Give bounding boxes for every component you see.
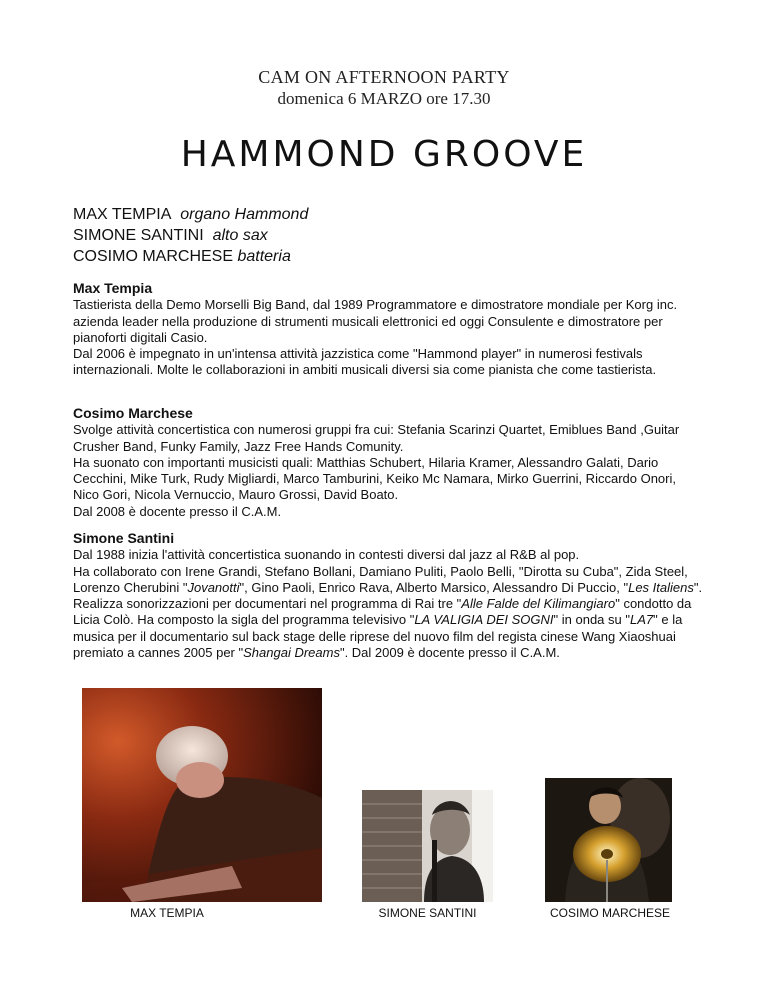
cosimo-marchese-image: [545, 778, 672, 902]
musician-name: SIMONE SANTINI: [73, 227, 204, 244]
bio-text-fragment: ", Gino Paoli, Enrico Rava, Alberto Marsico, Alessandro Di Puccio, ": [239, 579, 629, 595]
musician-role: alto sax: [212, 227, 268, 244]
photo-simone-santini: [362, 790, 493, 902]
event-name: CAM ON AFTERNOON PARTY: [258, 67, 510, 87]
bio-text: Dal 2008 è docente presso il C.A.M.: [73, 503, 282, 519]
bio-italic: LA VALIGIA DEI SOGNI: [414, 612, 554, 628]
bio-italic: Alle Falde del Kilimangiaro: [461, 596, 616, 612]
bio-text-fragment: " condotto da Licia Colò. Ha composto la sigla del programma televisivo ": [73, 596, 692, 628]
bio-max-tempia: [73, 280, 703, 379]
event-header: [0, 66, 768, 110]
bio-text: Ha suonato con importanti musicisti quali: Matthias Schubert, Hilaria Kramer, Alessandro Galati, Dario Cecchini, Mike Turk, Rudy Migliardi, Marco Tamburini, Keiko Mc Namara, Mirko Guerrini, Riccardo Onori, Nico Gori, Nicola Vernuccio, Mauro Grossi, David Boato.: [73, 454, 676, 503]
caption-cosimo-marchese: COSIMO MARCHESE: [549, 906, 670, 920]
caption-max-tempia: MAX TEMPIA: [130, 906, 204, 920]
event-date: domenica 6 MARZO ore 17.30: [277, 89, 491, 108]
bio-text: Dal 1988 inizia l'attività concertistica suonando in contesti diversi dal jazz al R&B al pop.: [73, 547, 580, 563]
lineup-item: [73, 204, 308, 225]
bio-text-fragment: ". Realizza sonorizzazioni per documentari nel programma di Rai tre ": [73, 579, 703, 612]
musician-role: batteria: [237, 248, 291, 265]
musician-name: MAX TEMPIA: [73, 206, 172, 223]
bio-text-fragment: " in onda su ": [553, 612, 630, 628]
bio-text: Svolge attività concertistica con numerosi gruppi fra cui: Stefania Scarinzi Quartet, Emiblues Band ,Guitar Crusher Band, Funky Family, Jazz Free Hands Comunity.: [73, 422, 680, 454]
photo-cosimo-marchese: [545, 778, 672, 902]
bio-text: [73, 564, 703, 662]
bio-italic: Les Italiens: [628, 579, 694, 595]
bio-text: Tastierista della Demo Morselli Big Band, dal 1989 Programmatore e dimostratore mondiale per Korg inc. azienda leader nella produzione di strumenti musicali elettronici ed oggi Consulente e dimostratore per pianoforti digitali Casio.: [73, 297, 678, 345]
bio-italic: Shangai Dreams: [243, 645, 340, 661]
lineup-item: [73, 225, 308, 246]
photo-max-tempia: [82, 688, 322, 902]
bio-text-fragment: " e la musica per il documentario sul back stage delle riprese del nuovo film del regista cinese Wang Xiaoshuai premiato a cannes 2005 per ": [73, 612, 683, 661]
bio-heading: Simone Santini: [73, 530, 175, 546]
musician-role: organo Hammond: [180, 206, 309, 223]
bio-heading: Max Tempia: [73, 280, 153, 296]
bio-text: Dal 2006 è impegnato in un'intensa attività jazzistica come "Hammond player" in numerosi festivals internazionali. Molte le collaborazioni in ambiti musicali diversi sia come pianista che come tastierista.: [73, 346, 657, 378]
simone-santini-image: [362, 790, 493, 902]
bio-simone-santini: [73, 530, 703, 661]
caption-simone-santini: SIMONE SANTINI: [378, 906, 477, 920]
bio-heading: Cosimo Marchese: [73, 405, 193, 421]
bio-italic: Jovanotti: [187, 579, 240, 595]
bio-text-fragment: Ha collaborato con Irene Grandi, Stefano Bollani, Damiano Puliti, Paolo Belli, "Dirotta su Cuba", Zida Steel, Lorenzo Cherubini ": [73, 563, 688, 595]
lineup-item: [73, 246, 308, 267]
musician-name: COSIMO MARCHESE: [73, 248, 234, 265]
bio-text-fragment: ". Dal 2009 è docente presso il C.A.M.: [339, 645, 560, 661]
page-title: HAMMOND GROOVE: [180, 134, 588, 175]
bio-cosimo-marchese: [73, 405, 703, 520]
lineup: [73, 204, 308, 267]
bio-italic: LA7: [629, 612, 654, 628]
max-tempia-image: [82, 688, 322, 902]
